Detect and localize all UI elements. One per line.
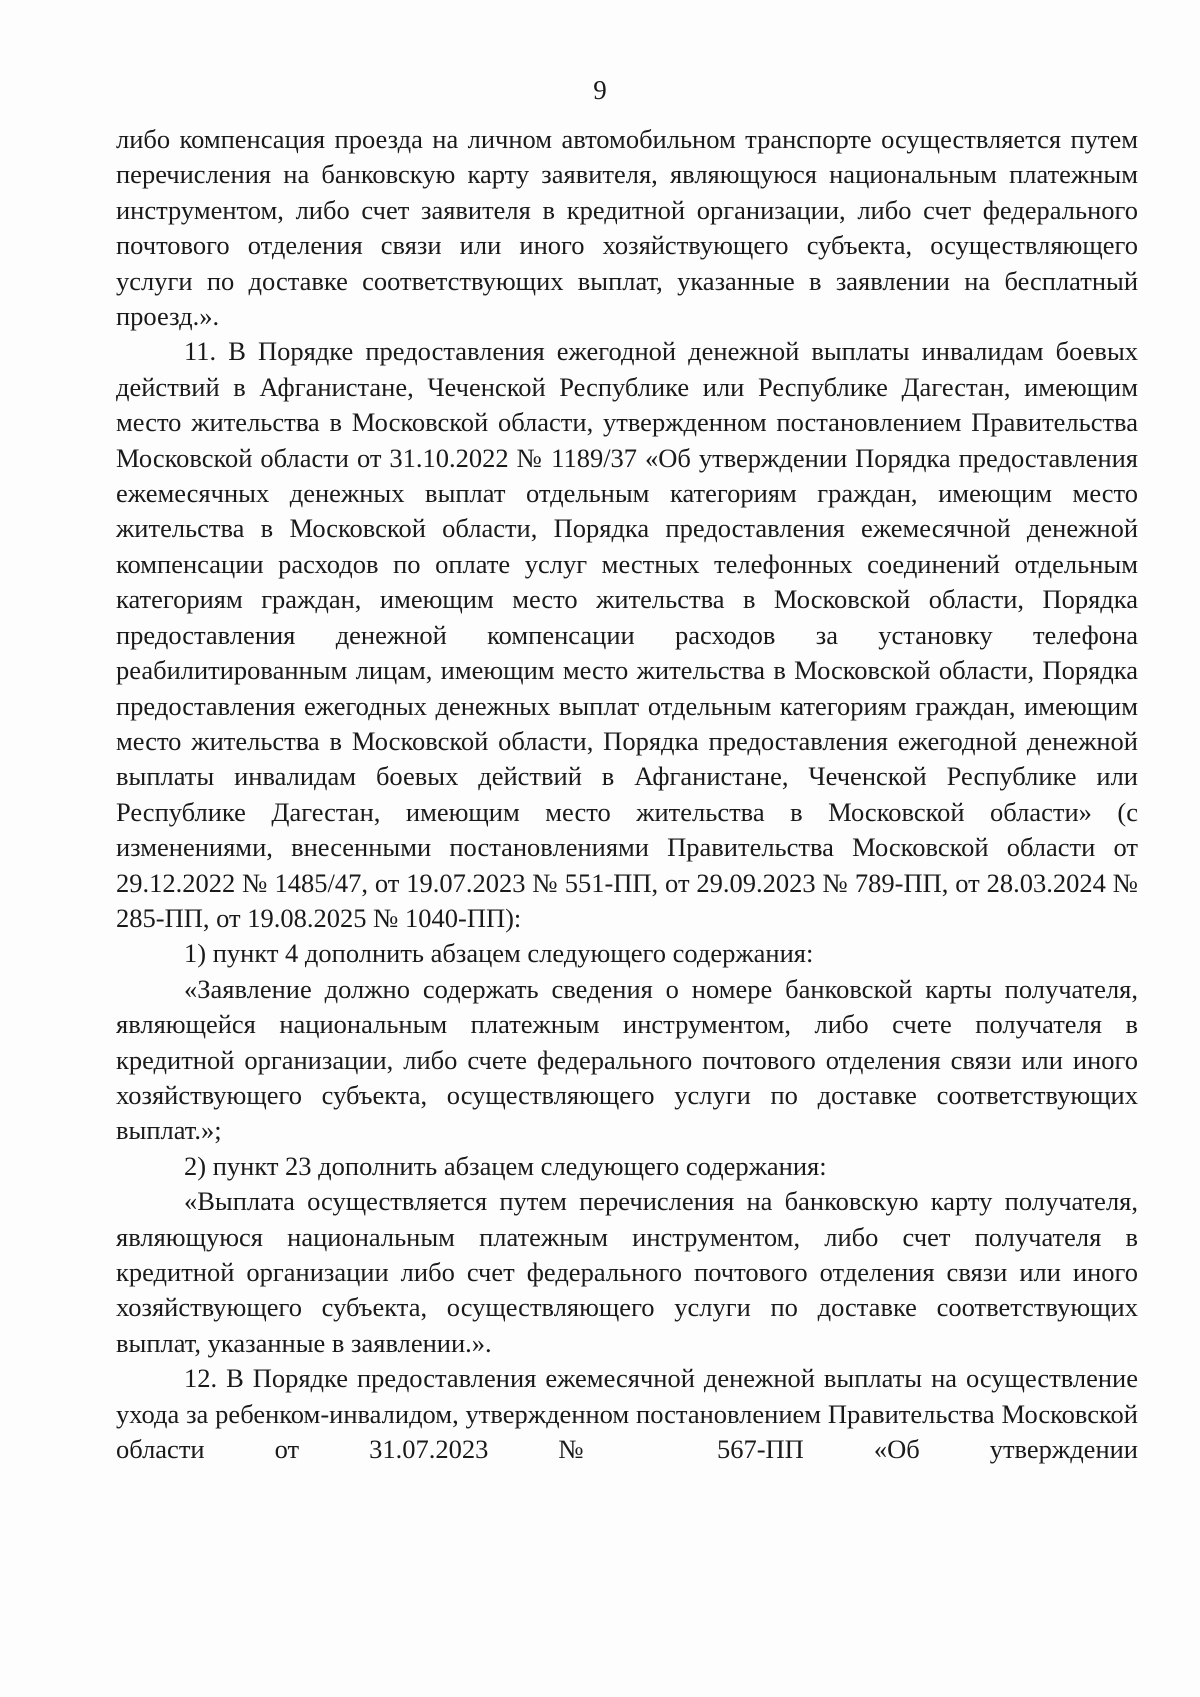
page-number: 9 bbox=[593, 75, 607, 105]
paragraph-subitem-1: 1) пункт 4 дополнить абзацем следующего содержания: bbox=[184, 938, 814, 969]
paragraph-item-11: 11. В Порядке предоставления ежегодной денежной выплаты инвалидам боевых действий в Афганистане, Чеченской Республике или Республике Дагестан, имеющим место жительства в Московской области, утвержденном постановлением Правительства Московской области от 31.10.2022 № 1189/37 «Об утверждении Порядка предоставления ежемесячных денежных выплат отдельным категориям граждан, имеющим место жительства в Московской области, Порядка предоставления ежемесячной денежной компенсации расходов по оплате услуг местных телефонных соединений отдельным категориям граждан, имеющим место жительства в Московской области, Порядка предоставления денежной компенсации расходов за установку телефона реабилитированным лицам, имеющим место жительства в Московской области, Порядка предоставления ежегодных денежных выплат отдельным категориям граждан, имеющим место жительства в Московской области, Порядка предоставления ежегодной денежной выплаты инвалидам боевых действий в Афганистане, Чеченской Республике или Республике Дагестан, имеющим место жительства в Московской области» (с изменениями, внесенными постановлениями Правительства Московской области от 29.12.2022 № 1485/47, от 19.07.2023 № 551-ПП, от 29.09.2023 № 789-ПП, от 28.03.2024 № 285-ПП, от 19.08.2025 № 1040-ПП): bbox=[116, 336, 1138, 933]
paragraph-quote-2: «Выплата осуществляется путем перечисления на банковскую карту получателя, являющуюся национальным платежным инструментом, либо счет получателя в кредитной организации либо счет федерального почтового отделения связи или иного хозяйствующего субъекта, осуществляющего услуги по доставке соответствующих выплат, указанные в заявлении.». bbox=[116, 1186, 1138, 1358]
paragraph-item-12: 12. В Порядке предоставления ежемесячной денежной выплаты на осуществление ухода за ребенком-инвалидом, утвержденном постановлением Правительства Московской области от 31.07.2023 № 567-ПП «Об утверждении bbox=[116, 1363, 1138, 1465]
document-body bbox=[116, 122, 1138, 1467]
paragraph-continuation: либо компенсация проезда на личном автомобильном транспорте осуществляется путем перечисления на банковскую карту заявителя, являющуюся национальным платежным инструментом, либо счет заявителя в кредитной организации, либо счет федерального почтового отделения связи или иного хозяйствующего субъекта, осуществляющего услуги по доставке соответствующих выплат, указанные в заявлении на бесплатный проезд.». bbox=[116, 124, 1138, 332]
paragraph-quote-1: «Заявление должно содержать сведения о номере банковской карты получателя, являющейся национальным платежным инструментом, либо счете получателя в кредитной организации, либо счете федерального почтового отделения связи или иного хозяйствующего субъекта, осуществляющего услуги по доставке соответствующих выплат.»; bbox=[116, 973, 1138, 1146]
paragraph-subitem-2: 2) пункт 23 дополнить абзацем следующего содержания: bbox=[184, 1150, 827, 1181]
